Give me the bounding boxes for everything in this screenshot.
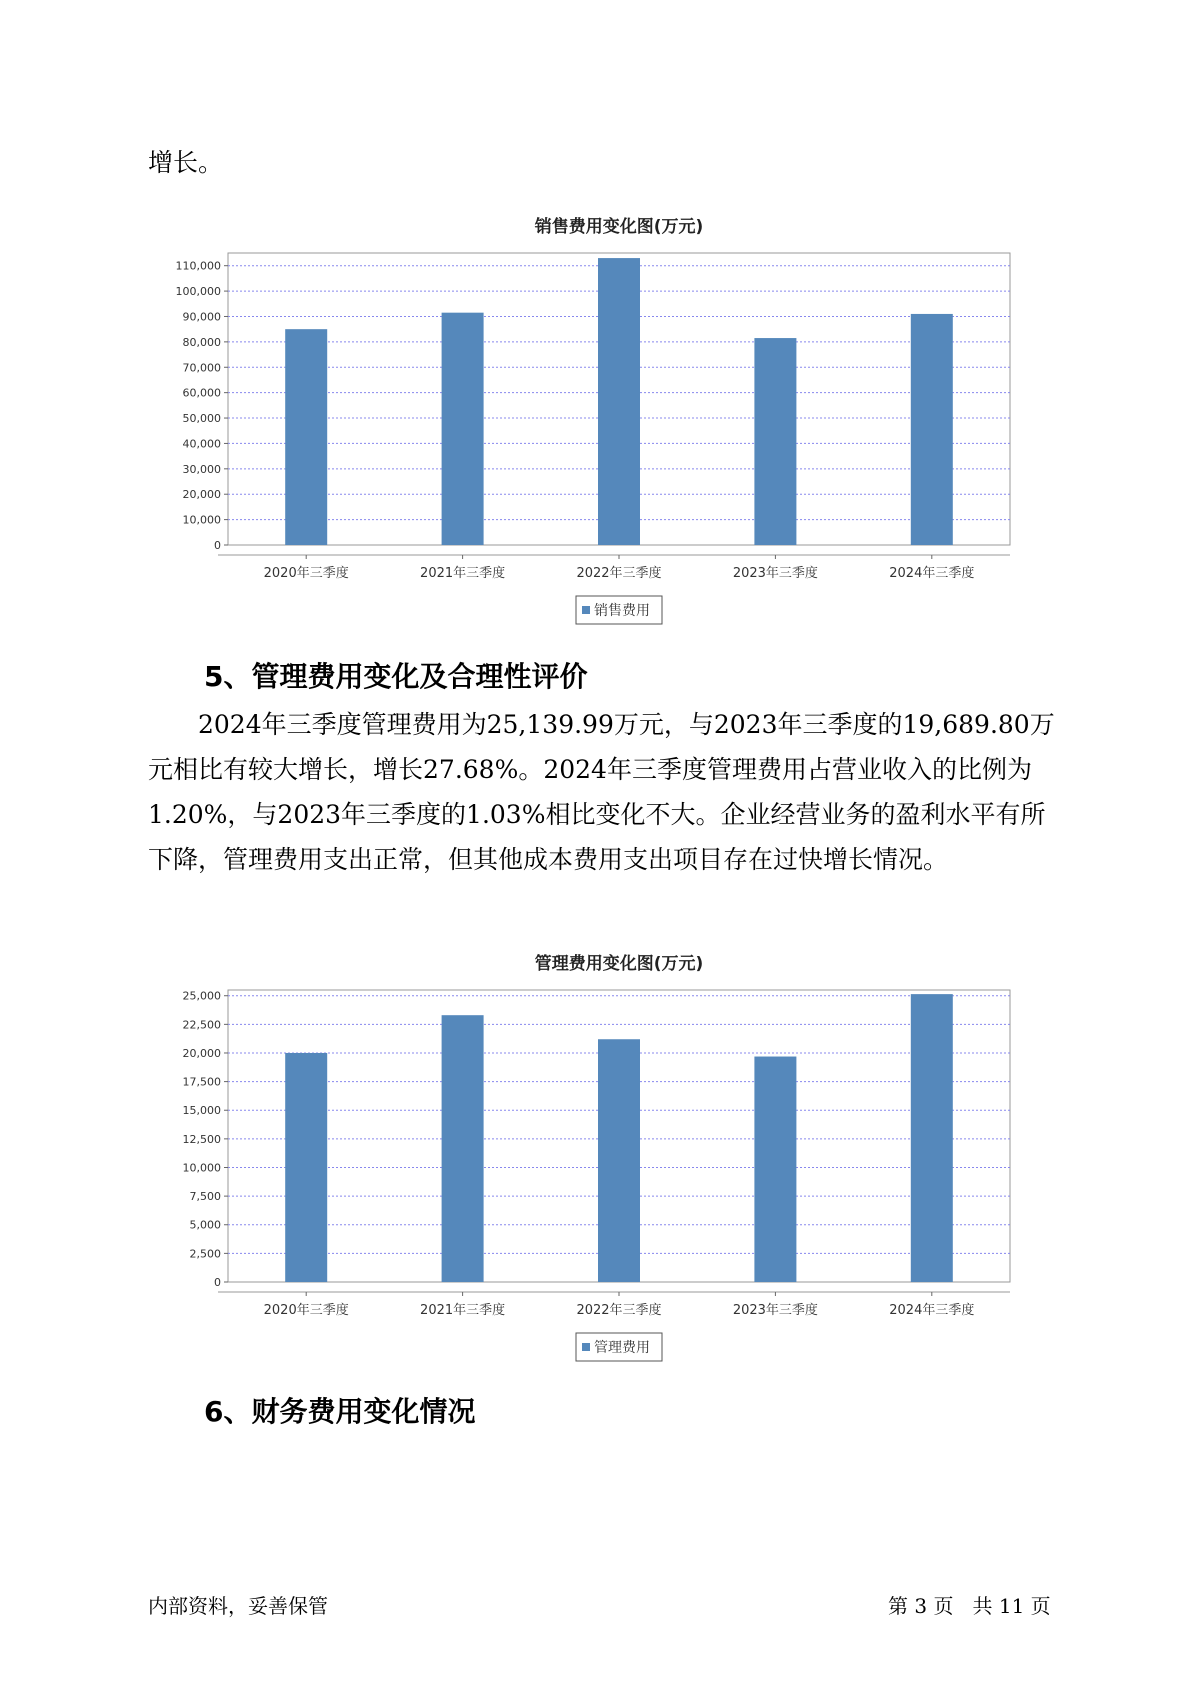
y-tick-label: 20,000 (182, 1046, 221, 1060)
y-tick-label: 15,000 (182, 1104, 221, 1118)
y-tick-label: 90,000 (182, 310, 221, 324)
bar (598, 258, 640, 545)
section5-body: 2024年三季度管理费用为25,139.99万元，与2023年三季度的19,689.80万元相比有较大增长，增长27.68%。2024年三季度管理费用占营业收入的比例为1.20%，与2023年三季度的1.03%相比变化不大。企业经营业务的盈利水平有所下降，管理费用支出正常，但其他成本费用支出项目存在过快增长情况。 (148, 710, 1055, 874)
x-tick-label: 2020年三季度 (263, 566, 349, 581)
y-tick-label: 40,000 (182, 437, 221, 451)
x-tick-label: 2020年三季度 (263, 1303, 349, 1318)
y-tick-label: 50,000 (182, 412, 221, 426)
bar (911, 314, 953, 545)
y-tick-label: 22,500 (182, 1018, 221, 1032)
y-tick-label: 5,000 (189, 1218, 221, 1232)
footer-page-number: 第 3 页 共 11 页 (888, 1594, 1051, 1618)
y-tick-label: 2,500 (189, 1247, 221, 1261)
y-tick-label: 10,000 (182, 513, 221, 527)
intro-tail-text: 增长。 (148, 148, 224, 177)
sales-expense-chart-svg (148, 205, 1048, 645)
bar (754, 1057, 796, 1282)
y-tick-label: 10,000 (182, 1161, 221, 1175)
y-tick-label: 80,000 (182, 335, 221, 349)
bar (598, 1039, 640, 1282)
y-tick-label: 20,000 (182, 488, 221, 502)
chart-title: 销售费用变化图(万元) (534, 217, 704, 237)
x-tick-label: 2021年三季度 (420, 566, 506, 581)
bar (285, 1053, 327, 1282)
y-tick-label: 25,000 (182, 989, 221, 1003)
x-tick-label: 2022年三季度 (576, 1303, 662, 1318)
y-tick-label: 17,500 (182, 1075, 221, 1089)
bar (442, 313, 484, 545)
admin-expense-chart-svg (148, 942, 1048, 1382)
x-tick-label: 2024年三季度 (889, 1303, 975, 1318)
x-tick-label: 2023年三季度 (732, 566, 818, 581)
x-tick-label: 2022年三季度 (576, 566, 662, 581)
x-tick-label: 2023年三季度 (732, 1303, 818, 1318)
y-tick-label: 7,500 (189, 1190, 221, 1204)
section6-heading: 6、财务费用变化情况 (204, 1395, 476, 1428)
bar (911, 994, 953, 1282)
legend-swatch (582, 606, 590, 614)
y-tick-label: 0 (214, 539, 221, 552)
y-tick-label: 110,000 (175, 259, 221, 273)
y-tick-label: 60,000 (182, 386, 221, 400)
legend-label: 销售费用 (594, 603, 650, 619)
bar (442, 1015, 484, 1282)
footer-left: 内部资料，妥善保管 (148, 1594, 328, 1618)
sales-expense-chart (148, 205, 1048, 645)
chart-title: 管理费用变化图(万元) (534, 954, 704, 974)
bar (754, 338, 796, 545)
admin-expense-chart (148, 942, 1048, 1382)
bar (285, 329, 327, 545)
legend-swatch (582, 1343, 590, 1351)
legend-label: 管理费用 (594, 1340, 650, 1356)
x-tick-label: 2024年三季度 (889, 566, 975, 581)
x-tick-label: 2021年三季度 (420, 1303, 506, 1318)
y-tick-label: 100,000 (175, 285, 221, 299)
section5-heading: 5、管理费用变化及合理性评价 (204, 660, 588, 693)
y-tick-label: 12,500 (182, 1132, 221, 1146)
y-tick-label: 70,000 (182, 361, 221, 375)
y-tick-label: 30,000 (182, 462, 221, 476)
y-tick-label: 0 (214, 1276, 221, 1289)
